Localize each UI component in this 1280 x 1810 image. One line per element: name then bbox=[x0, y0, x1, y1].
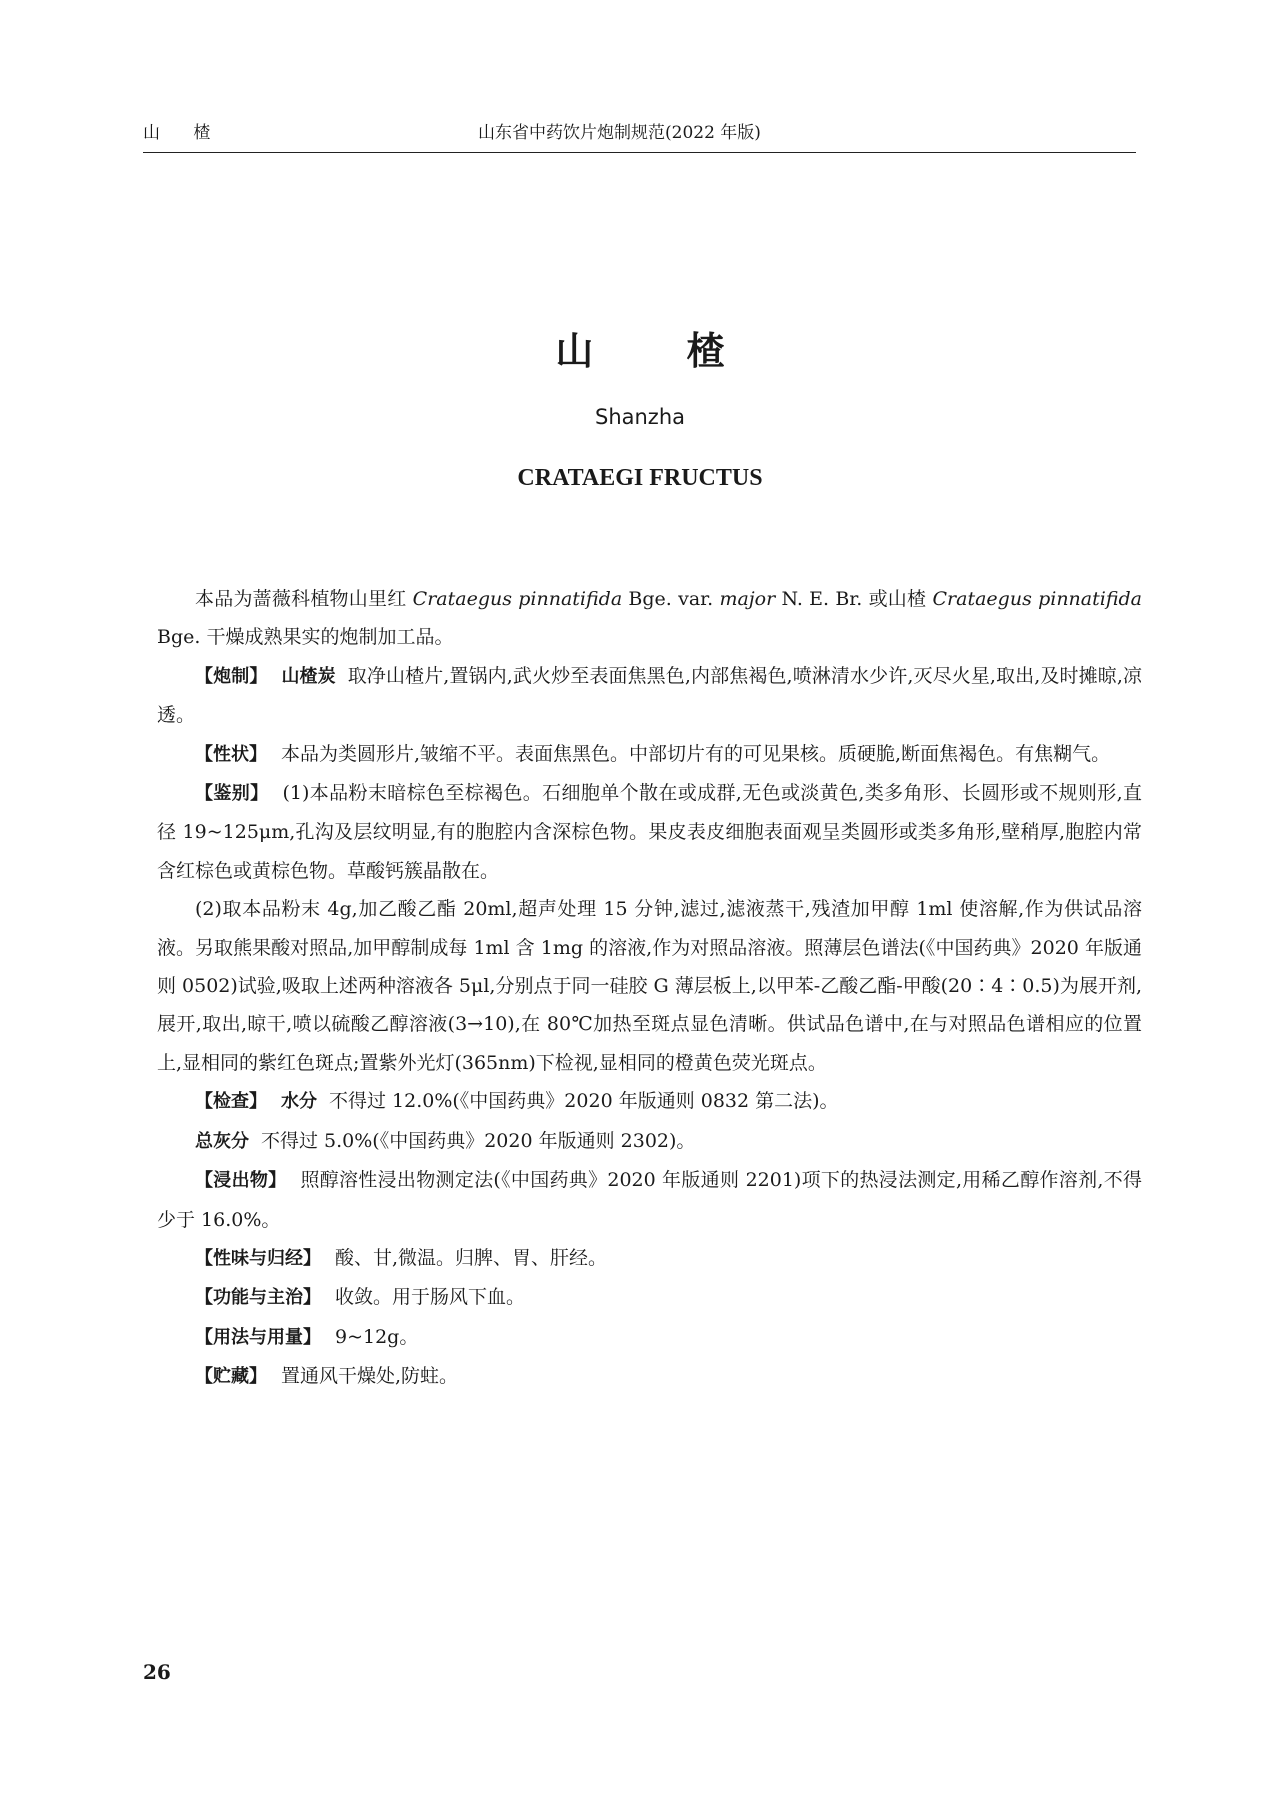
section-label: 【贮藏】 bbox=[195, 1366, 267, 1388]
section-processing: 【炮制】 山楂炭 取净山楂片,置锅内,武火炒至表面焦黑色,内部焦褐色,喷淋清水少许,灭尽火星,取出,及时摊晾,凉透。 bbox=[157, 664, 1143, 727]
subsection-label: 山楂炭 bbox=[281, 665, 336, 687]
subsection-label: 水分 bbox=[281, 1091, 317, 1113]
section-function-indication: 【功能与主治】 收敛。用于肠风下血。 bbox=[195, 1286, 526, 1309]
section-extractives: 【浸出物】 照醇溶性浸出物测定法(《中国药典》2020 年版通则 2201)项下的热浸法测定,用稀乙醇作溶剂,不得少于 16.0%。 bbox=[157, 1169, 1142, 1231]
monograph-pinyin: Shanzha bbox=[594, 405, 686, 429]
examination-ash: 总灰分 不得过 5.0%(《中国药典》2020 年版通则 2302)。 bbox=[195, 1129, 696, 1152]
monograph-body bbox=[157, 580, 1142, 1397]
identification-paragraph-2: (2)取本品粉末 4g,加乙酸乙酯 20ml,超声处理 15 分钟,滤过,滤液蒸干,残渣加甲醇 1ml 使溶解,作为供试品溶液。另取熊果酸对照品,加甲醇制成每 1ml 含 1mg 的溶液,作为对照品溶液。照薄层色谱法(《中国药典》2020 年版通则 0502)试验,吸取上述两种溶液各 5μl,分别点于同一硅胶 G 薄层板上,以甲苯-乙酸乙酯-甲酸(20∶4∶0.5)为展开剂,展开,取出,晾干,喷以硫酸乙醇溶液(3→10),在 80℃加热至斑点显色清晰。供试品色谱中,在与对照品色谱相应的位置上,显相同的紫红色斑点;置紫外光灯(365nm)下检视,显相同的橙黄色荧光斑点。 bbox=[157, 898, 1142, 1074]
section-property-meridian: 【性味与归经】 酸、甘,微温。归脾、胃、肝经。 bbox=[195, 1246, 608, 1269]
section-label: 【浸出物】 bbox=[195, 1170, 287, 1192]
section-label: 【性味与归经】 bbox=[195, 1247, 321, 1269]
intro-paragraph: 本品为蔷薇科植物山里红 Crataegus pinnatifida Bge. var. major N. E. Br. 或山楂 Crataegus pinnatifida Bge. 干燥成熟果实的炮制加工品。 bbox=[157, 588, 1142, 649]
header-book-title: 山东省中药饮片炮制规范(2022 年版) bbox=[478, 123, 761, 143]
section-label: 【性状】 bbox=[195, 743, 267, 765]
section-label: 【鉴别】 bbox=[195, 783, 269, 805]
section-identification: 【鉴别】 (1)本品粉末暗棕色至棕褐色。石细胞单个散在或成群,无色或淡黄色,类多角形、长圆形或不规则形,直径 19~125μm,孔沟及层纹明显,有的胞腔内含深棕色物。果皮表皮细胞表面观呈类圆形或类多角形,壁稍厚,胞腔内常含红棕色或黄棕色物。草酸钙簇晶散在。 bbox=[157, 782, 1142, 882]
monograph-latin-name: CRATAEGI FRUCTUS bbox=[517, 465, 763, 491]
header-section-title: 山 楂 bbox=[143, 123, 225, 143]
page-number: 26 bbox=[143, 1660, 171, 1684]
running-header bbox=[143, 118, 1136, 153]
subsection-label: 总灰分 bbox=[195, 1130, 249, 1152]
section-usage-dosage: 【用法与用量】 9~12g。 bbox=[195, 1325, 419, 1348]
section-storage: 【贮藏】 置通风干燥处,防蛀。 bbox=[195, 1365, 459, 1388]
section-label: 【功能与主治】 bbox=[195, 1287, 321, 1309]
section-label: 【炮制】 bbox=[195, 665, 268, 687]
section-label: 【检查】 bbox=[195, 1091, 267, 1113]
monograph-title: 山 楂 bbox=[555, 329, 765, 373]
section-label: 【用法与用量】 bbox=[195, 1326, 321, 1348]
section-examination: 【检查】 水分 不得过 12.0%(《中国药典》2020 年版通则 0832 第二法)。 bbox=[195, 1090, 839, 1113]
section-description: 【性状】 本品为类圆形片,皱缩不平。表面焦黑色。中部切片有的可见果核。质硬脆,断面焦褐色。有焦糊气。 bbox=[195, 742, 1111, 765]
